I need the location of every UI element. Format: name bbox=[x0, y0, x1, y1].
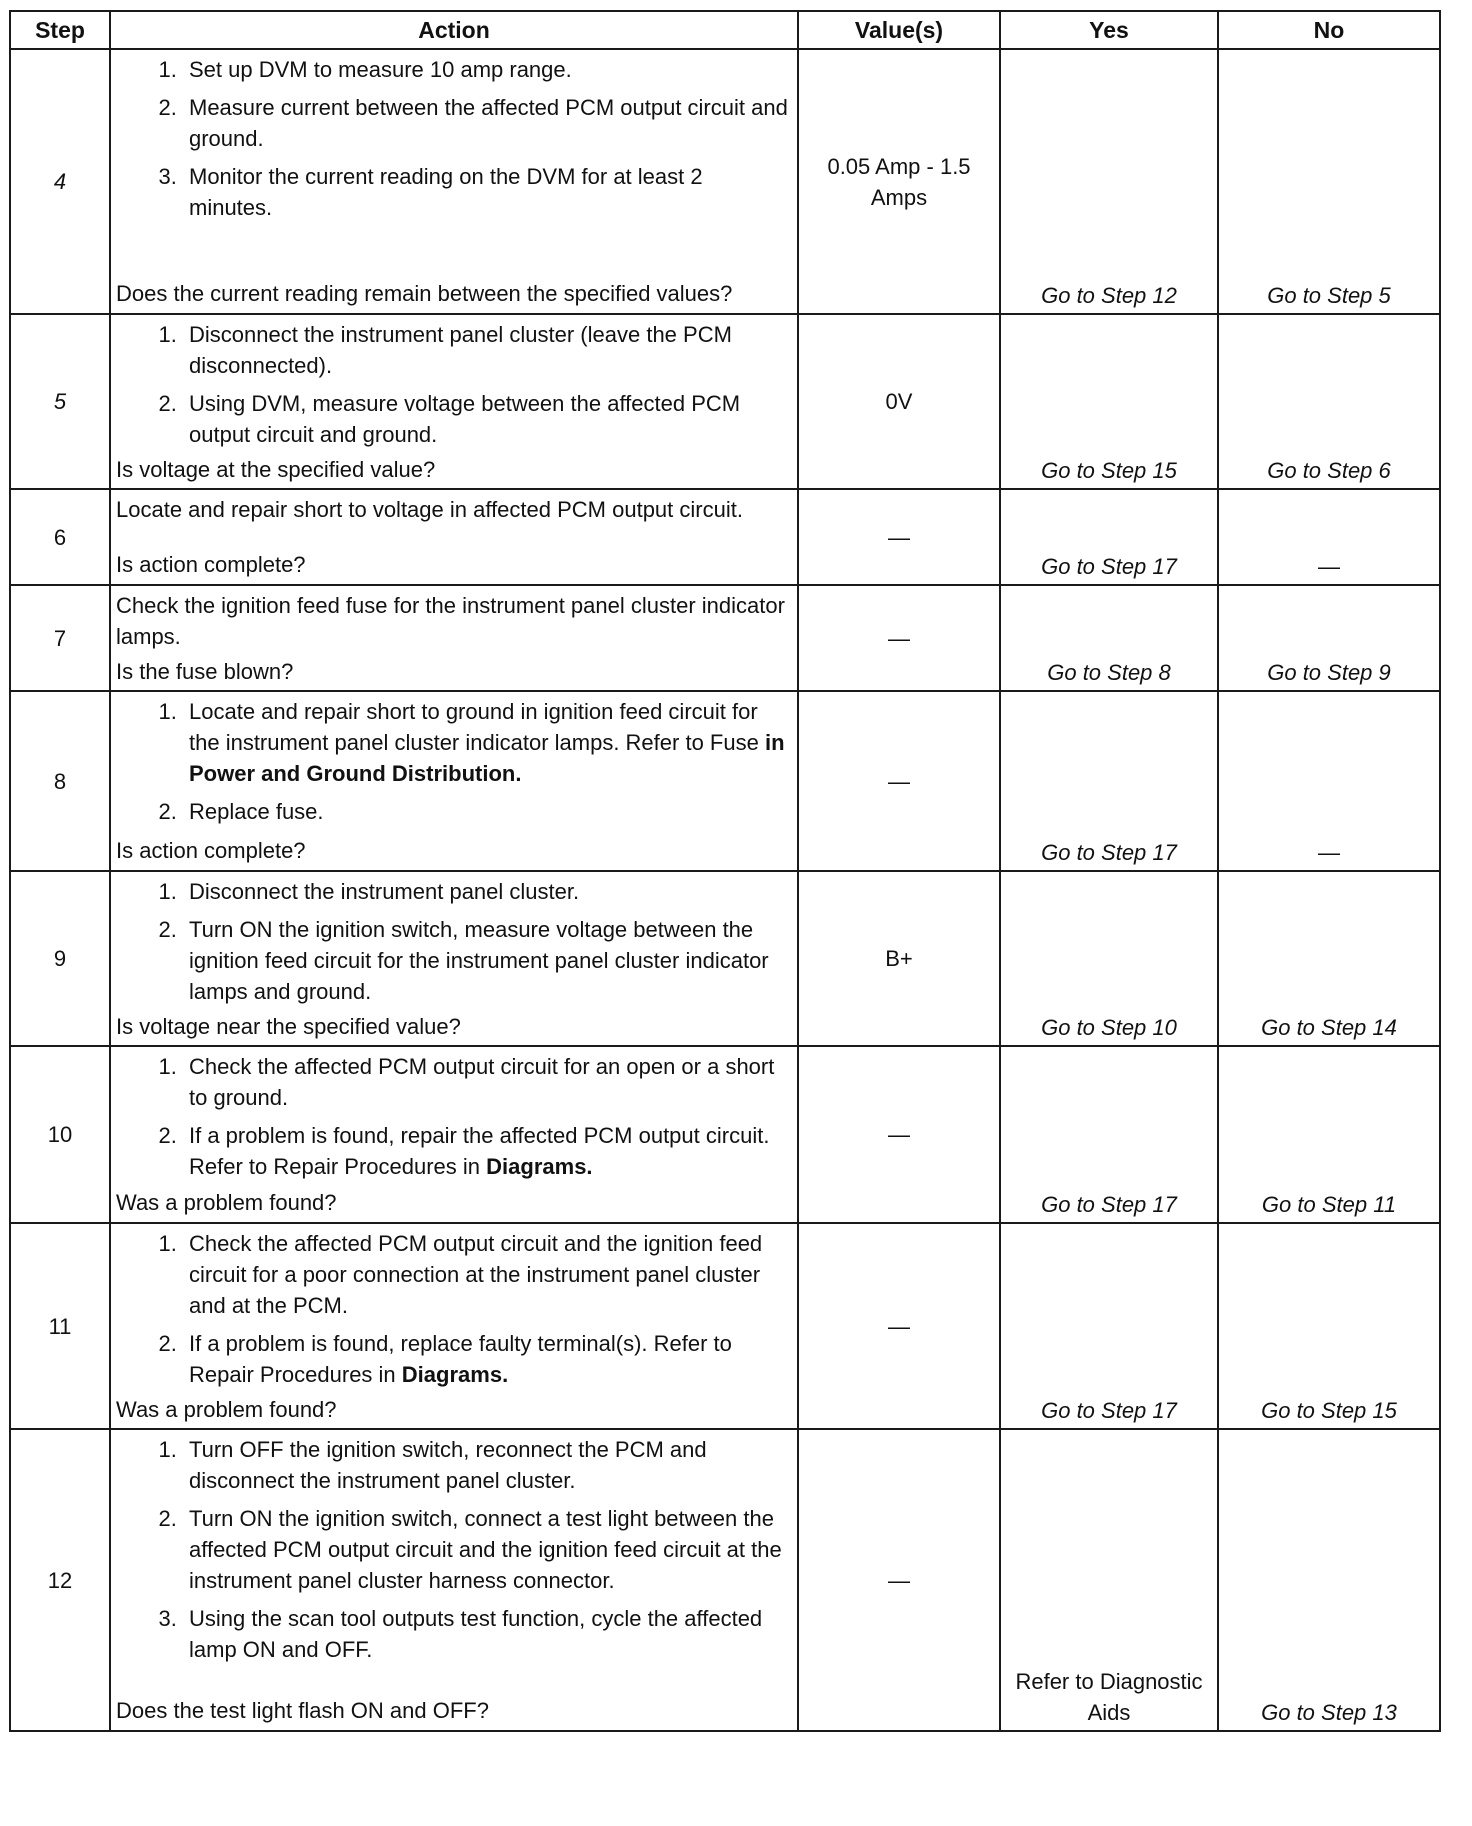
action-step-item bbox=[183, 876, 791, 907]
action-text: Locate and repair short to voltage in affected PCM output circuit. bbox=[116, 497, 743, 522]
action-step-item bbox=[183, 1434, 791, 1496]
value-cell: — bbox=[798, 585, 1000, 691]
action-steps bbox=[116, 1051, 791, 1182]
no-cell: — bbox=[1218, 691, 1440, 871]
no-cell: Go to Step 6 bbox=[1218, 314, 1440, 489]
value-cell: B+ bbox=[798, 871, 1000, 1046]
step-number: 8 bbox=[10, 691, 110, 871]
action-step-text: Using the scan tool outputs test function, cycle the affected lamp ON and OFF. bbox=[189, 1606, 763, 1662]
yes-cell: Go to Step 12 bbox=[1000, 49, 1218, 314]
no-cell: Go to Step 13 bbox=[1218, 1429, 1440, 1731]
action-cell bbox=[110, 871, 798, 1046]
action-step-text: If a problem is found, repair the affected PCM output circuit. Refer to Repair Procedures in bbox=[189, 1123, 770, 1179]
table-row bbox=[10, 49, 1440, 314]
action-step-text: Check the affected PCM output circuit and the ignition feed circuit for a poor connection at the instrument panel cluster and at the PCM. bbox=[189, 1231, 763, 1318]
action-step-text: Disconnect the instrument panel cluster. bbox=[189, 879, 580, 904]
table-body bbox=[10, 49, 1440, 1731]
action-question: Does the test light flash ON and OFF? bbox=[116, 1698, 489, 1723]
action-question: Is action complete? bbox=[116, 552, 306, 577]
no-cell: Go to Step 11 bbox=[1218, 1046, 1440, 1223]
action-question: Is voltage near the specified value? bbox=[116, 1014, 461, 1039]
action-step-text: Turn ON the ignition switch, measure voltage between the ignition feed circuit for the instrument panel cluster indicator lamps and ground. bbox=[189, 917, 769, 1004]
action-step-item bbox=[183, 1228, 791, 1321]
action-text: Check the ignition feed fuse for the instrument panel cluster indicator lamps. bbox=[116, 593, 785, 649]
yes-cell: Go to Step 15 bbox=[1000, 314, 1218, 489]
table-row bbox=[10, 1429, 1440, 1731]
value-cell: 0.05 Amp - 1.5 Amps bbox=[798, 49, 1000, 314]
action-steps bbox=[116, 1228, 791, 1390]
table-row bbox=[10, 691, 1440, 871]
action-step-text: Turn OFF the ignition switch, reconnect the PCM and disconnect the instrument panel cluster. bbox=[189, 1437, 707, 1493]
action-step-item bbox=[183, 914, 791, 1007]
header-no: No bbox=[1218, 11, 1440, 49]
action-cell bbox=[110, 691, 798, 871]
value-cell: 0V bbox=[798, 314, 1000, 489]
action-steps bbox=[116, 1434, 791, 1665]
action-question: Was a problem found? bbox=[116, 1397, 337, 1422]
action-step-item bbox=[183, 696, 791, 789]
reference-link: Diagrams. bbox=[486, 1154, 593, 1179]
step-number: 9 bbox=[10, 871, 110, 1046]
yes-cell: Go to Step 17 bbox=[1000, 1223, 1218, 1429]
action-step-item bbox=[183, 1328, 791, 1390]
table-row bbox=[10, 314, 1440, 489]
reference-link: Diagrams. bbox=[401, 1362, 509, 1387]
action-step-item bbox=[183, 161, 791, 223]
action-step-item bbox=[183, 1603, 791, 1665]
table-row bbox=[10, 585, 1440, 691]
action-question: Is voltage at the specified value? bbox=[116, 457, 436, 482]
action-step-item bbox=[183, 796, 791, 827]
action-cell bbox=[110, 1046, 798, 1223]
reference-link: in Power and Ground Distribution. bbox=[189, 730, 785, 786]
table-row bbox=[10, 1046, 1440, 1223]
yes-cell: Go to Step 17 bbox=[1000, 1046, 1218, 1223]
action-cell bbox=[110, 1223, 798, 1429]
action-step-item bbox=[183, 1120, 791, 1182]
action-question: Does the current reading remain between the specified values? bbox=[116, 281, 733, 306]
action-step-item bbox=[183, 319, 791, 381]
diagnostic-table bbox=[9, 10, 1441, 1732]
table-row bbox=[10, 1223, 1440, 1429]
action-step-item bbox=[183, 1503, 791, 1596]
header-step: Step bbox=[10, 11, 110, 49]
no-cell: Go to Step 9 bbox=[1218, 585, 1440, 691]
value-cell: — bbox=[798, 1046, 1000, 1223]
action-steps bbox=[116, 876, 791, 1007]
table-row bbox=[10, 871, 1440, 1046]
yes-cell: Go to Step 10 bbox=[1000, 871, 1218, 1046]
action-question: Is action complete? bbox=[116, 838, 306, 863]
action-step-text: Locate and repair short to ground in ignition feed circuit for the instrument panel cluster indicator lamps. Refer to Fuse bbox=[189, 699, 759, 755]
action-step-item bbox=[183, 388, 791, 450]
value-cell: — bbox=[798, 691, 1000, 871]
action-step-item bbox=[183, 1051, 791, 1113]
action-cell bbox=[110, 585, 798, 691]
yes-cell: Refer to Diagnostic Aids bbox=[1000, 1429, 1218, 1731]
no-cell: Go to Step 5 bbox=[1218, 49, 1440, 314]
header-yes: Yes bbox=[1000, 11, 1218, 49]
action-step-text: Using DVM, measure voltage between the affected PCM output circuit and ground. bbox=[189, 391, 741, 447]
action-step-text: Replace fuse. bbox=[189, 799, 324, 824]
action-steps bbox=[116, 319, 791, 450]
step-number: 12 bbox=[10, 1429, 110, 1731]
yes-cell: Go to Step 8 bbox=[1000, 585, 1218, 691]
action-step-item bbox=[183, 54, 791, 85]
table-row bbox=[10, 489, 1440, 585]
action-step-text: Monitor the current reading on the DVM for at least 2 minutes. bbox=[189, 164, 703, 220]
step-number: 4 bbox=[10, 49, 110, 314]
action-step-text: Disconnect the instrument panel cluster (leave the PCM disconnected). bbox=[189, 322, 732, 378]
action-step-text: If a problem is found, replace faulty terminal(s). Refer to Repair Procedures in bbox=[189, 1331, 732, 1387]
yes-cell: Go to Step 17 bbox=[1000, 489, 1218, 585]
action-cell bbox=[110, 314, 798, 489]
action-steps bbox=[116, 696, 791, 827]
value-cell: — bbox=[798, 1223, 1000, 1429]
value-cell: — bbox=[798, 489, 1000, 585]
step-number: 11 bbox=[10, 1223, 110, 1429]
header-row bbox=[10, 11, 1440, 49]
action-step-text: Measure current between the affected PCM output circuit and ground. bbox=[189, 95, 788, 151]
action-question: Is the fuse blown? bbox=[116, 659, 294, 684]
step-number: 10 bbox=[10, 1046, 110, 1223]
action-cell bbox=[110, 1429, 798, 1731]
header-values: Value(s) bbox=[798, 11, 1000, 49]
action-step-text: Check the affected PCM output circuit for an open or a short to ground. bbox=[189, 1054, 775, 1110]
value-cell: — bbox=[798, 1429, 1000, 1731]
no-cell: — bbox=[1218, 489, 1440, 585]
action-cell bbox=[110, 49, 798, 314]
step-number: 7 bbox=[10, 585, 110, 691]
action-step-text: Set up DVM to measure 10 amp range. bbox=[189, 57, 572, 82]
action-step-item bbox=[183, 92, 791, 154]
action-step-text: Turn ON the ignition switch, connect a test light between the affected PCM output circuit and the ignition feed circuit at the instrument panel cluster harness connector. bbox=[189, 1506, 782, 1593]
no-cell: Go to Step 14 bbox=[1218, 871, 1440, 1046]
action-question: Was a problem found? bbox=[116, 1190, 337, 1215]
action-cell bbox=[110, 489, 798, 585]
action-steps bbox=[116, 54, 791, 223]
no-cell: Go to Step 15 bbox=[1218, 1223, 1440, 1429]
yes-cell: Go to Step 17 bbox=[1000, 691, 1218, 871]
step-number: 6 bbox=[10, 489, 110, 585]
step-number: 5 bbox=[10, 314, 110, 489]
header-action: Action bbox=[110, 11, 798, 49]
